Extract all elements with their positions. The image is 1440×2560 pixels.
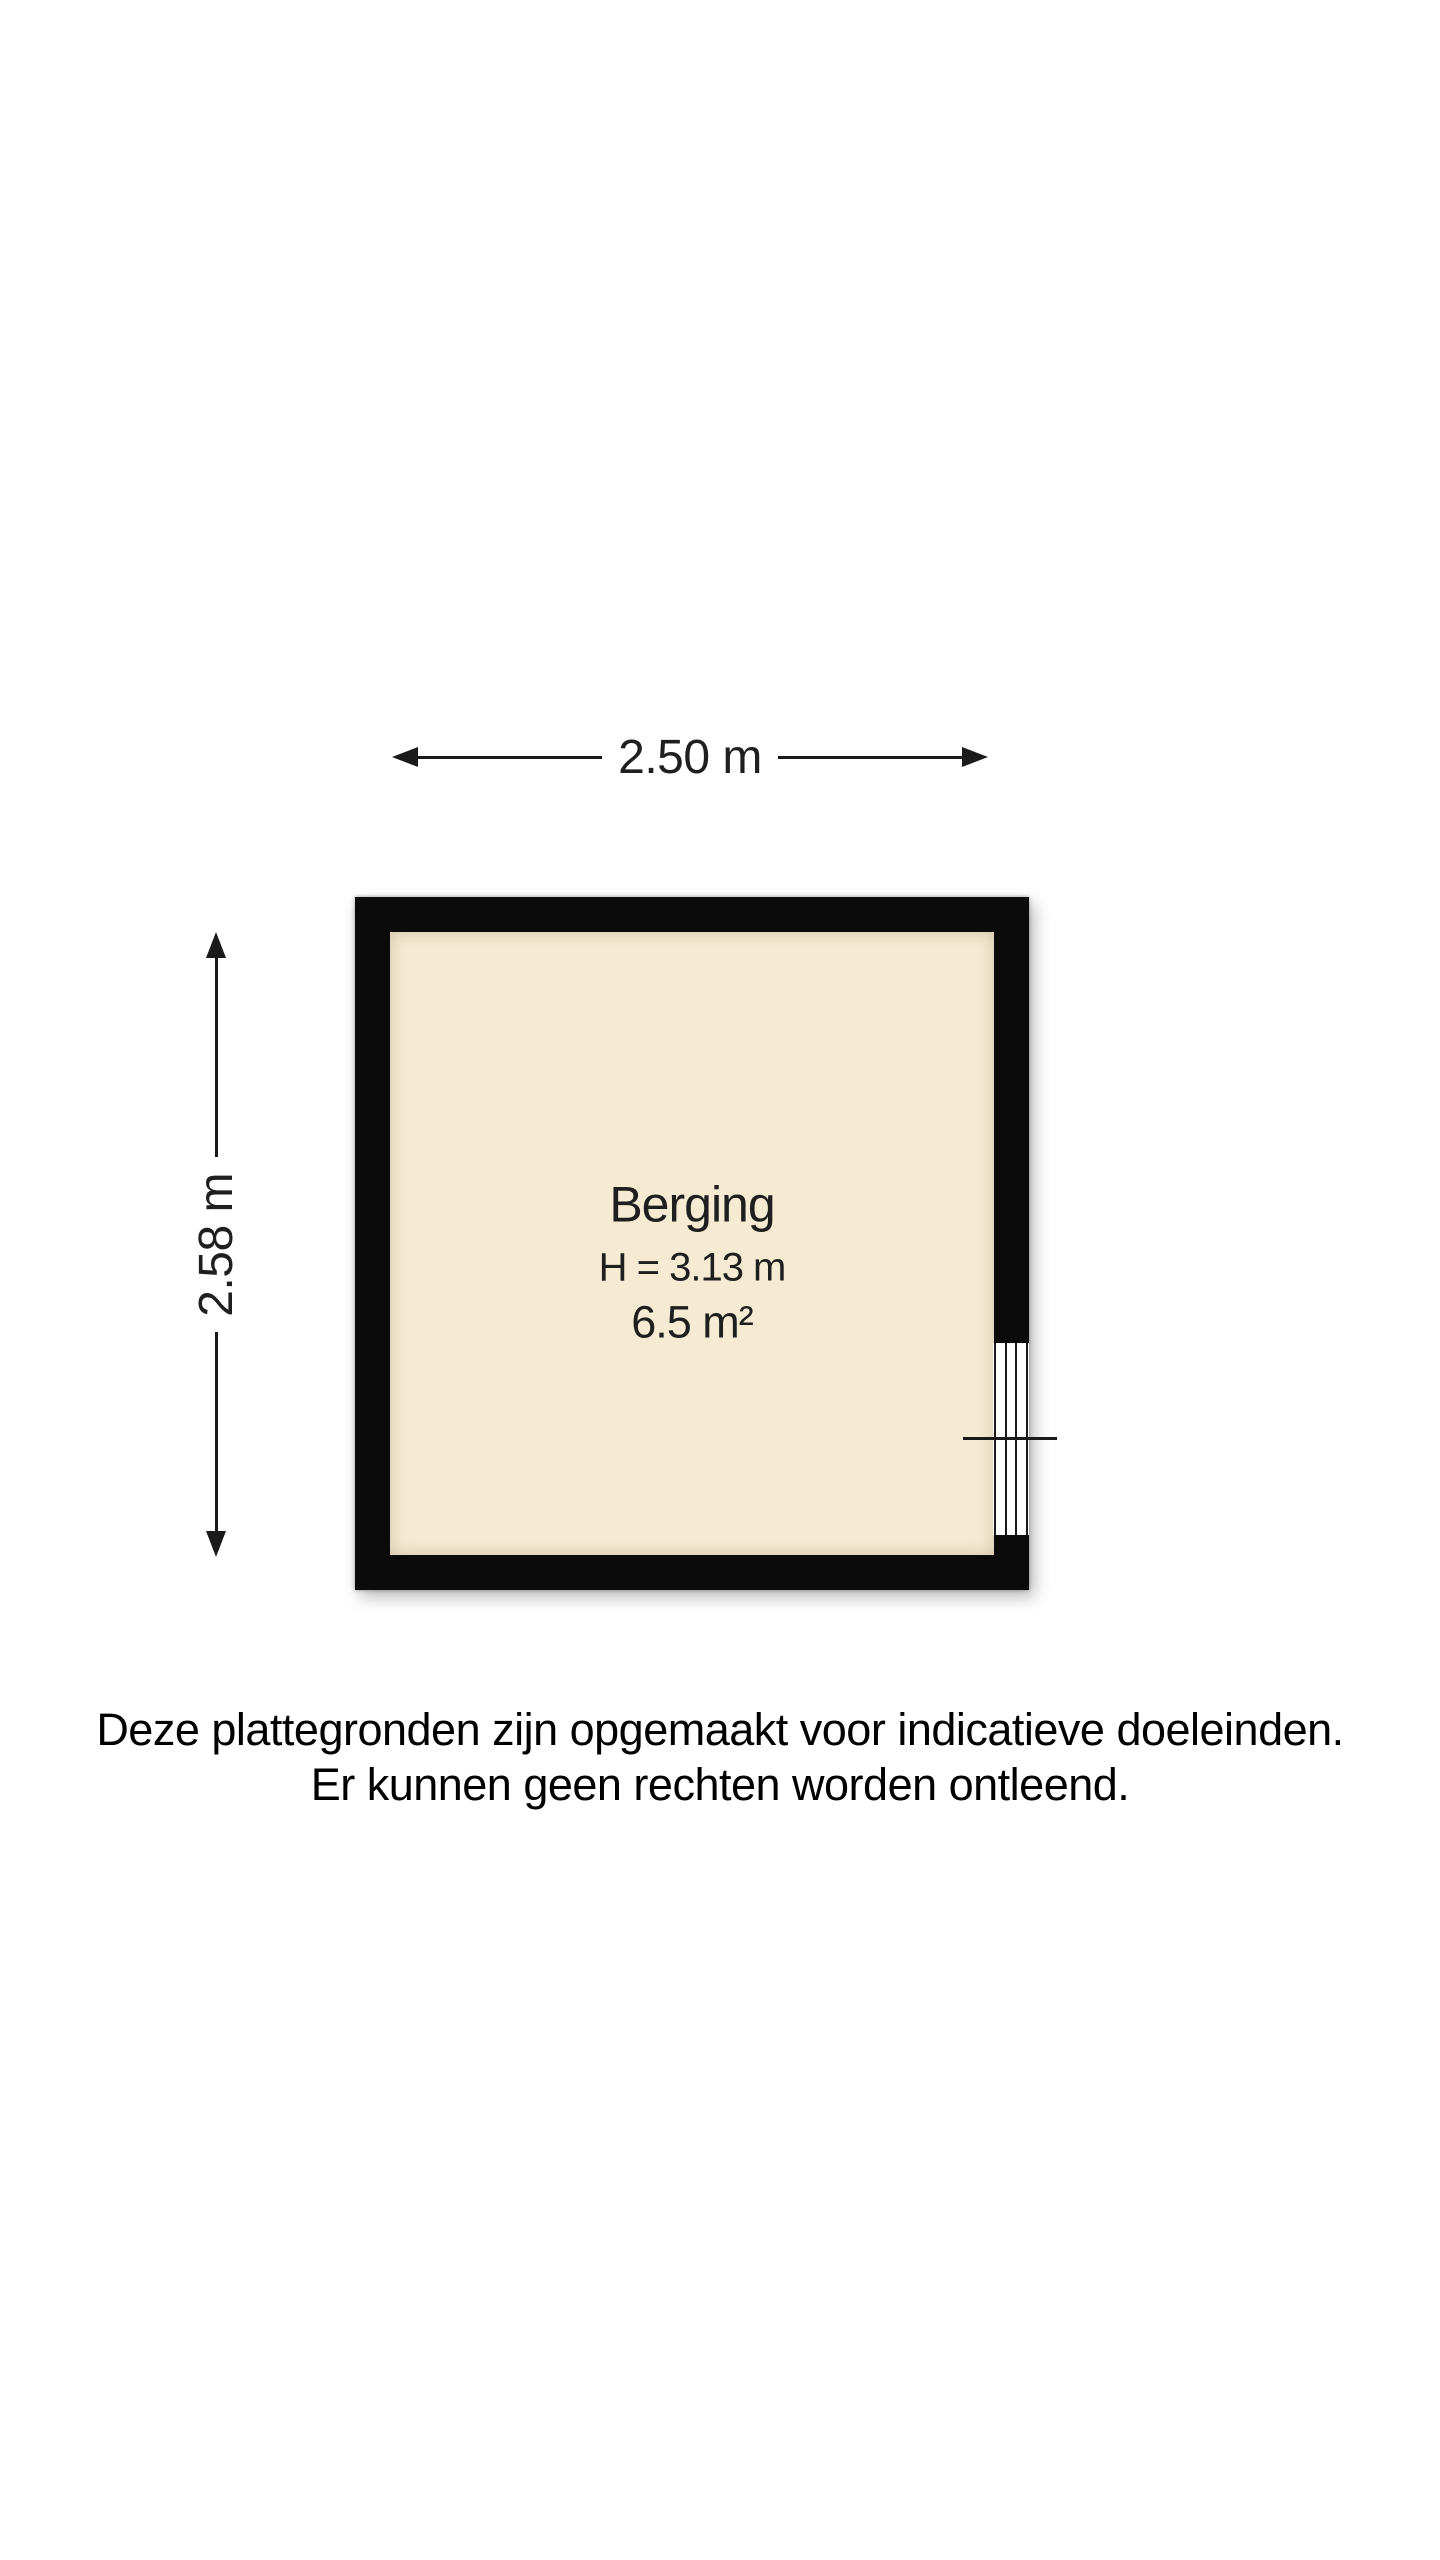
disclaimer-line-2: Er kunnen geen rechten worden ontleend. <box>310 1759 1130 1810</box>
arrow-right-icon <box>962 747 988 767</box>
room-area: 6.5 m² <box>631 1296 753 1347</box>
disclaimer-line-1: Deze plattegronden zijn opgemaakt voor indicatieve doeleinden. <box>96 1704 1344 1755</box>
dimension-line-segment <box>215 958 218 1157</box>
dimension-width <box>392 730 988 784</box>
room-floor <box>390 932 994 1555</box>
dimension-height <box>189 932 243 1557</box>
room-name: Berging <box>609 1176 775 1232</box>
arrow-left-icon <box>392 747 418 767</box>
room-labels <box>390 1178 994 1345</box>
arrow-up-icon <box>206 932 226 958</box>
arrow-down-icon <box>206 1531 226 1557</box>
room-berging <box>355 897 1029 1590</box>
dimension-line-segment <box>418 756 602 759</box>
room-ceiling-height: H = 3.13 m <box>598 1245 786 1289</box>
window-handle-line <box>963 1437 1057 1440</box>
dimension-line-segment <box>778 756 962 759</box>
disclaimer-text <box>0 1702 1440 1812</box>
dimension-line-segment <box>215 1332 218 1531</box>
dimension-height-label: 2.58 m <box>189 1172 243 1317</box>
dimension-width-label: 2.50 m <box>618 730 762 784</box>
